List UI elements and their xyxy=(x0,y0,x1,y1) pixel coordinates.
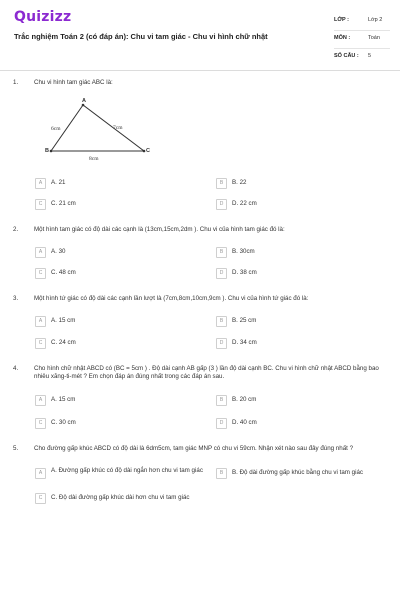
meta-key: SỐ CÂU : xyxy=(334,53,359,59)
side-bc-label: 8cm xyxy=(89,156,99,162)
option-text: A. 30 xyxy=(51,248,66,255)
vertex-b-dot xyxy=(50,150,53,153)
option-text: C. 24 cm xyxy=(51,339,76,346)
question-number: 5. xyxy=(13,445,19,452)
option-letter-box: A xyxy=(35,395,46,406)
meta-panel xyxy=(334,13,390,66)
question-number: 4. xyxy=(13,365,19,372)
option-text: B. 22 xyxy=(232,179,247,186)
meta-row-subject xyxy=(334,31,390,49)
option-text: A. Đường gấp khúc có độ dài ngắn hơn chu vi tam giác xyxy=(51,467,203,474)
option-text: C. 21 cm xyxy=(51,200,76,207)
meta-value: 5 xyxy=(368,53,372,59)
meta-row-count xyxy=(334,49,390,66)
option-letter-box: C xyxy=(35,418,46,429)
option-letter-box: A xyxy=(35,178,46,189)
option-letter-box: D xyxy=(216,338,227,349)
vertex-c-label: C xyxy=(146,148,150,154)
vertex-a-dot xyxy=(82,104,85,107)
side-ac-label: 7cm xyxy=(113,125,123,131)
option-text: B. 25 cm xyxy=(232,317,257,324)
option-text: D. 40 cm xyxy=(232,419,257,426)
option-text: D. 22 cm xyxy=(232,200,257,207)
option-text: C. 48 cm xyxy=(51,269,76,276)
option-text: A. 15 cm xyxy=(51,396,76,403)
header-divider xyxy=(0,70,400,71)
vertex-c-dot xyxy=(143,150,146,153)
option-letter-box: C xyxy=(35,199,46,210)
option-letter-box: D xyxy=(216,268,227,279)
option-text: B. Độ dài đường gấp khúc bằng chu vi tam giác xyxy=(232,469,363,476)
question-number: 3. xyxy=(13,295,19,302)
option-letter-box: A xyxy=(35,247,46,258)
question-number: 2. xyxy=(13,226,19,233)
meta-key: MÔN : xyxy=(334,35,351,41)
option-text: D. 34 cm xyxy=(232,339,257,346)
option-text: B. 30cm xyxy=(232,248,255,255)
question-text: Cho đường gấp khúc ABCD có độ dài là 6dm5cm, tam giác MNP có chu vi 59cm. Nhận xét nào sau đây đúng nhất ? xyxy=(34,445,354,452)
option-letter-box: C xyxy=(35,493,46,504)
option-text: C. Độ dài đường gấp khúc dài hơn chu vi tam giác xyxy=(51,494,190,501)
question-text: Cho hình chữ nhật ABCD có (BC = 5cm ) . Độ dài cạnh AB gấp (3 ) lần độ dài cạnh BC. Chu vi hình chữ nhật ABCD bằng bao nhiêu xăng-ti-mét ? Em chọn đáp án đúng nhất trong các đáp án sau. xyxy=(34,365,379,380)
question-text: Chu vi hình tam giác ABC là: xyxy=(34,79,113,86)
meta-value: Lớp 2 xyxy=(368,17,383,23)
option-letter-box: B xyxy=(216,316,227,327)
option-letter-box: C xyxy=(35,268,46,279)
meta-row-grade xyxy=(334,13,390,31)
question-text: Một hình tam giác có độ dài các cạnh là (13cm,15cm,2dm ). Chu vi của hình tam giác đó là: xyxy=(34,226,285,233)
option-letter-box: C xyxy=(35,338,46,349)
option-text: D. 38 cm xyxy=(232,269,257,276)
option-text: A. 15 cm xyxy=(51,317,76,324)
option-letter-box: A xyxy=(35,468,46,479)
side-ab-label: 6cm xyxy=(51,126,61,132)
option-letter-box: B xyxy=(216,247,227,258)
page-title: Trắc nghiệm Toán 2 (có đáp án): Chu vi tam giác - Chu vi hình chữ nhật xyxy=(14,32,268,41)
option-letter-box: B xyxy=(216,468,227,479)
vertex-b-label: B xyxy=(45,148,49,154)
option-text: C. 30 cm xyxy=(51,419,76,426)
question-number: 1. xyxy=(13,79,19,86)
option-letter-box: B xyxy=(216,178,227,189)
meta-value: Toán xyxy=(368,35,380,41)
triangle-diagram xyxy=(40,95,160,165)
triangle-shape xyxy=(51,105,144,151)
triangle-figure xyxy=(40,95,160,165)
option-text: B. 20 cm xyxy=(232,396,257,403)
option-letter-box: D xyxy=(216,199,227,210)
option-letter-box: B xyxy=(216,395,227,406)
quizizz-logo: Quizizz xyxy=(14,9,72,25)
option-letter-box: A xyxy=(35,316,46,327)
option-letter-box: D xyxy=(216,418,227,429)
worksheet-header xyxy=(0,0,400,70)
vertex-a-label: A xyxy=(82,98,86,104)
question-text: Một hình tứ giác có độ dài các cạnh lần lượt là (7cm,8cm,10cm,9cm ). Chu vi của hình tứ giác đó là: xyxy=(34,295,309,302)
meta-key: LỚP : xyxy=(334,17,349,23)
option-text: A. 21 xyxy=(51,179,66,186)
